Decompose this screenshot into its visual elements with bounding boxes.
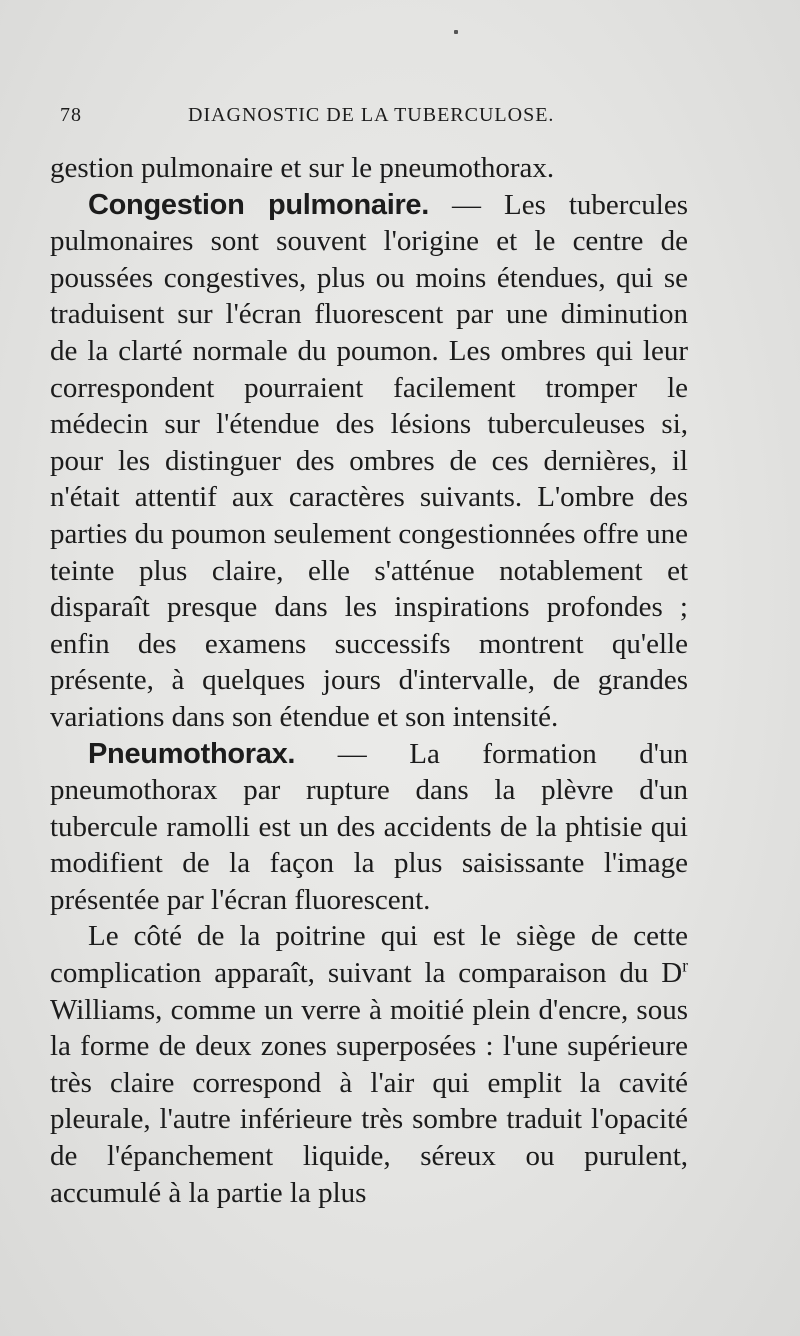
section-heading-pneumothorax: Pneumothorax. (88, 737, 296, 770)
paragraph-text: — Les tubercules pulmonaires sont souvent l'origine et le centre de poussées congestives, plus ou moins étendues, qui se traduisent sur l'écran fluorescent par une diminution de la clarté normale du poumon. Les ombres qui leur correspondent pourraient facilement tromper le médecin sur l'étendue des lésions tuberculeuses si, pour les distinguer des ombres de ces dernières, il n'était attentif aux caractères suivants. L'ombre des parties du poumon seulement congestionnées offre une teinte plus claire, elle s'atténue notablement et disparaît presque dans les inspirations profondes ; enfin des examens successifs montrent qu'elle présente, à quelques jours d'intervalle, de grandes variations dans son étendue et son intensité. (50, 188, 688, 733)
paragraph-text: Le côté de la poitrine qui est le siège de cette complication apparaît, suivant la comparaison du D (50, 920, 688, 990)
paragraph-pneumothorax (50, 736, 688, 919)
running-title: DIAGNOSTIC DE LA TUBERCULOSE. (188, 104, 555, 126)
paragraph-text: gestion pulmonaire et sur le pneumothorax. (50, 152, 555, 184)
paragraph-continuation (50, 150, 688, 187)
paragraph-complication (50, 918, 688, 1211)
page-number: 78 (60, 104, 82, 126)
doctor-superscript: r (682, 955, 688, 976)
body-text (50, 150, 688, 1211)
section-heading-congestion: Congestion pulmonaire. (88, 188, 430, 221)
paragraph-congestion (50, 187, 688, 736)
paragraph-text: Williams, comme un verre à moitié plein d'encre, sous la forme de deux zones superposées : l'une supérieure très claire correspond à l'air qui emplit la cavité pleurale, l'autre inférieure très sombre traduit l'opacité de l'épanchement liquide, séreux ou purulent, accumulé à la partie la plus (50, 993, 688, 1209)
paragraph-text: — La formation d'un pneumothorax par rupture dans la plèvre d'un tubercule ramolli est un des accidents de la phtisie qui modifient de la façon la plus saisissante l'image présentée par l'écran fluorescent. (50, 737, 688, 916)
page-header (60, 104, 700, 134)
ink-speck (454, 30, 458, 34)
